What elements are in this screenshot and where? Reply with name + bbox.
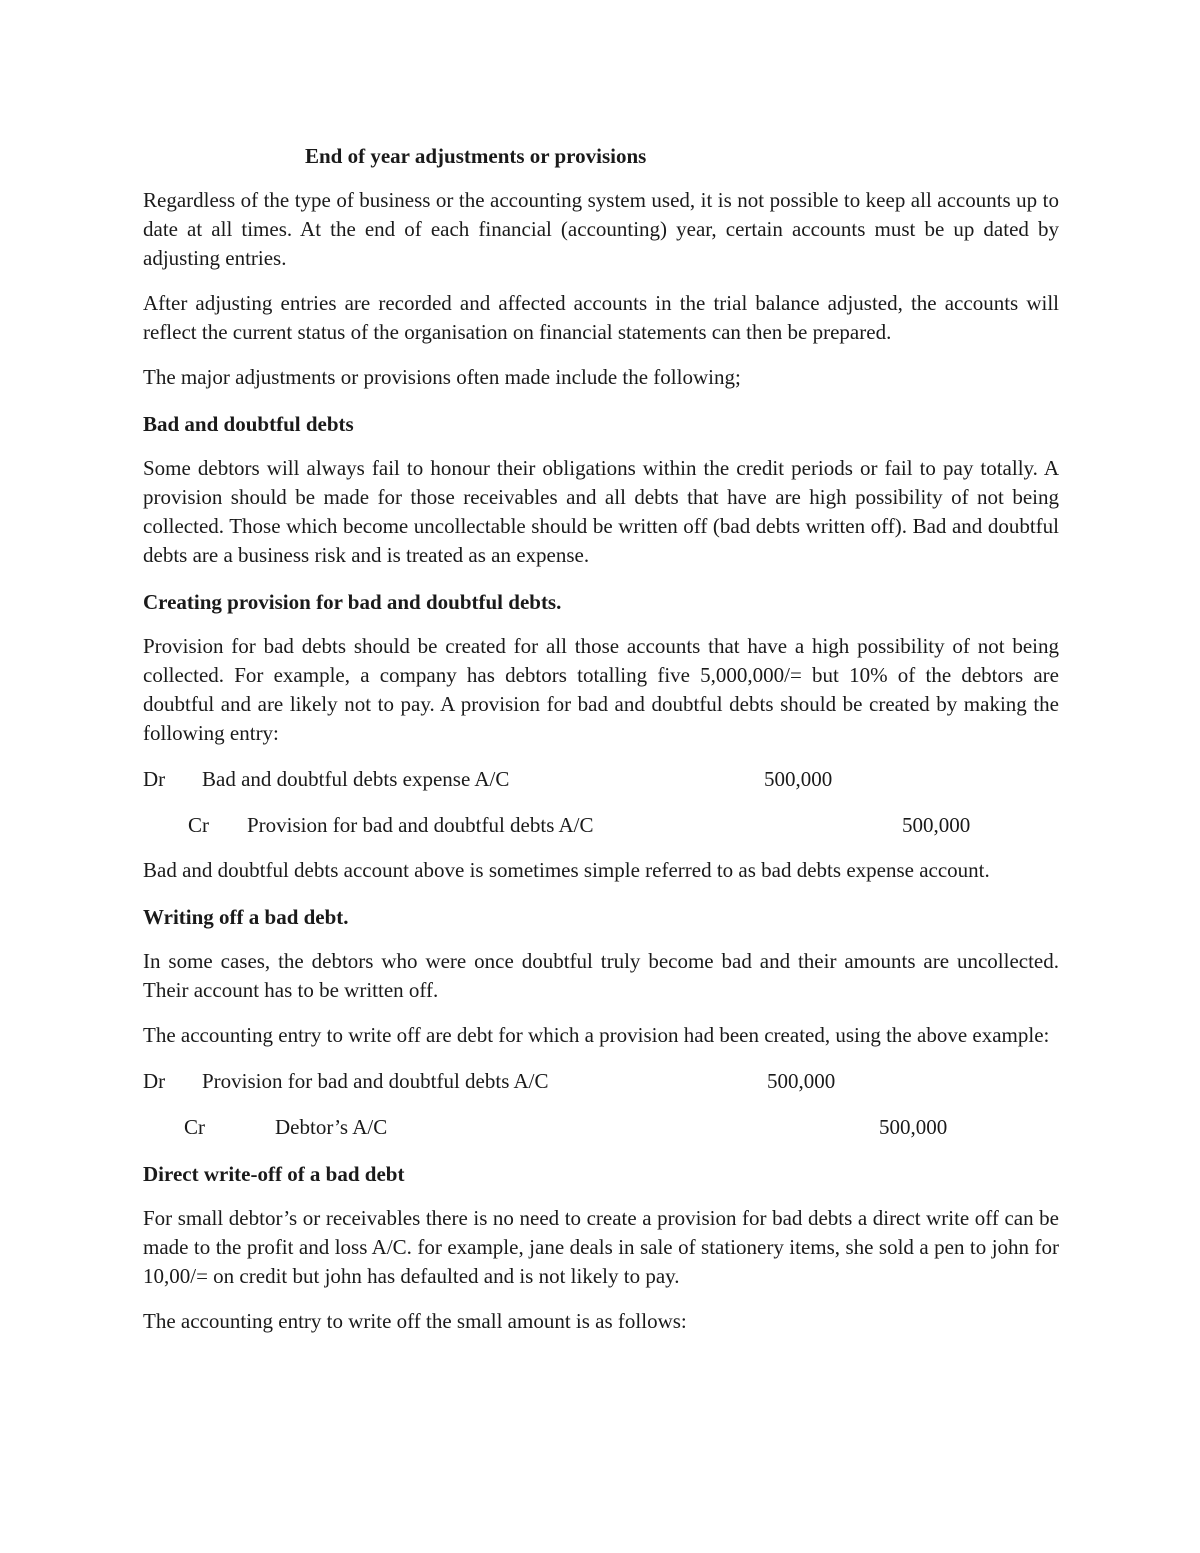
entry-side: Dr xyxy=(143,1069,166,1093)
document-title: End of year adjustments or provisions xyxy=(305,144,647,168)
entry-side: Cr xyxy=(184,1115,205,1139)
heading-writing-off: Writing off a bad debt. xyxy=(143,905,349,929)
bad-doubtful-paragraph: Some debtors will always fail to honour their obligations within the credit periods or fail to pay totally. A provision should be made for those receivables and all debts that have are high possibility of not being collected. Those which become uncollectable should be written off (bad debts written off). Bad and doubtful debts are a business risk and is treated as an expense. xyxy=(143,456,1059,567)
creating-provision-paragraph: Provision for bad debts should be created for all those accounts that have a high possibility of not being collected. For example, a company has debtors totalling five 5,000,000/= but 10% of the debtors are doubtful and are likely not to pay. A provision for bad and doubtful debts should be created by making the following entry: xyxy=(143,634,1059,745)
intro-paragraph-3: The major adjustments or provisions often made include the following; xyxy=(143,365,741,389)
intro-paragraph-2: After adjusting entries are recorded and affected accounts in the trial balance adjusted, the accounts will reflect the current status of the organisation on financial statements can then be prepared. xyxy=(143,291,1059,344)
entry-amount: 500,000 xyxy=(902,813,971,837)
entry-account: Debtor’s A/C xyxy=(275,1115,388,1139)
entry-side: Cr xyxy=(188,813,209,837)
entry-account: Bad and doubtful debts expense A/C xyxy=(202,767,510,791)
intro-paragraph-1: Regardless of the type of business or the accounting system used, it is not possible to keep all accounts up to date at all times. At the end of each financial (accounting) year, certain accounts must be up dated by adjusting entries. xyxy=(143,188,1059,270)
entry-amount: 500,000 xyxy=(879,1115,948,1139)
heading-direct-writeoff: Direct write-off of a bad debt xyxy=(143,1162,405,1186)
direct-writeoff-paragraph-1: For small debtor’s or receivables there is no need to create a provision for bad debts a direct write off can be made to the profit and loss A/C. for example, jane deals in sale of stationery items, she sold a pen to john for 10,00/= on credit but john has defaulted and is not likely to pay. xyxy=(143,1206,1059,1288)
creating-provision-note: Bad and doubtful debts account above is sometimes simple referred to as bad debts expense account. xyxy=(143,858,990,882)
entry-amount: 500,000 xyxy=(767,1069,836,1093)
journal-entry-credit-2 xyxy=(143,1112,1059,1142)
entry-account: Provision for bad and doubtful debts A/C xyxy=(202,1069,549,1093)
document-page xyxy=(143,140,1059,1352)
writing-off-paragraph-1: In some cases, the debtors who were once doubtful truly become bad and their amounts are uncollected. Their account has to be written off. xyxy=(143,949,1059,1002)
entry-side: Dr xyxy=(143,767,166,791)
heading-creating-provision: Creating provision for bad and doubtful debts. xyxy=(143,590,562,614)
journal-entry-debit-1 xyxy=(143,764,1059,794)
entry-amount: 500,000 xyxy=(764,767,833,791)
heading-bad-doubtful-debts: Bad and doubtful debts xyxy=(143,412,354,436)
entry-account: Provision for bad and doubtful debts A/C xyxy=(247,813,594,837)
journal-entry-credit-1 xyxy=(143,810,1059,840)
direct-writeoff-paragraph-2: The accounting entry to write off the small amount is as follows: xyxy=(143,1309,687,1333)
journal-entry-debit-2 xyxy=(143,1066,1059,1096)
writing-off-paragraph-2: The accounting entry to write off are debt for which a provision had been created, using the above example: xyxy=(143,1023,1050,1047)
